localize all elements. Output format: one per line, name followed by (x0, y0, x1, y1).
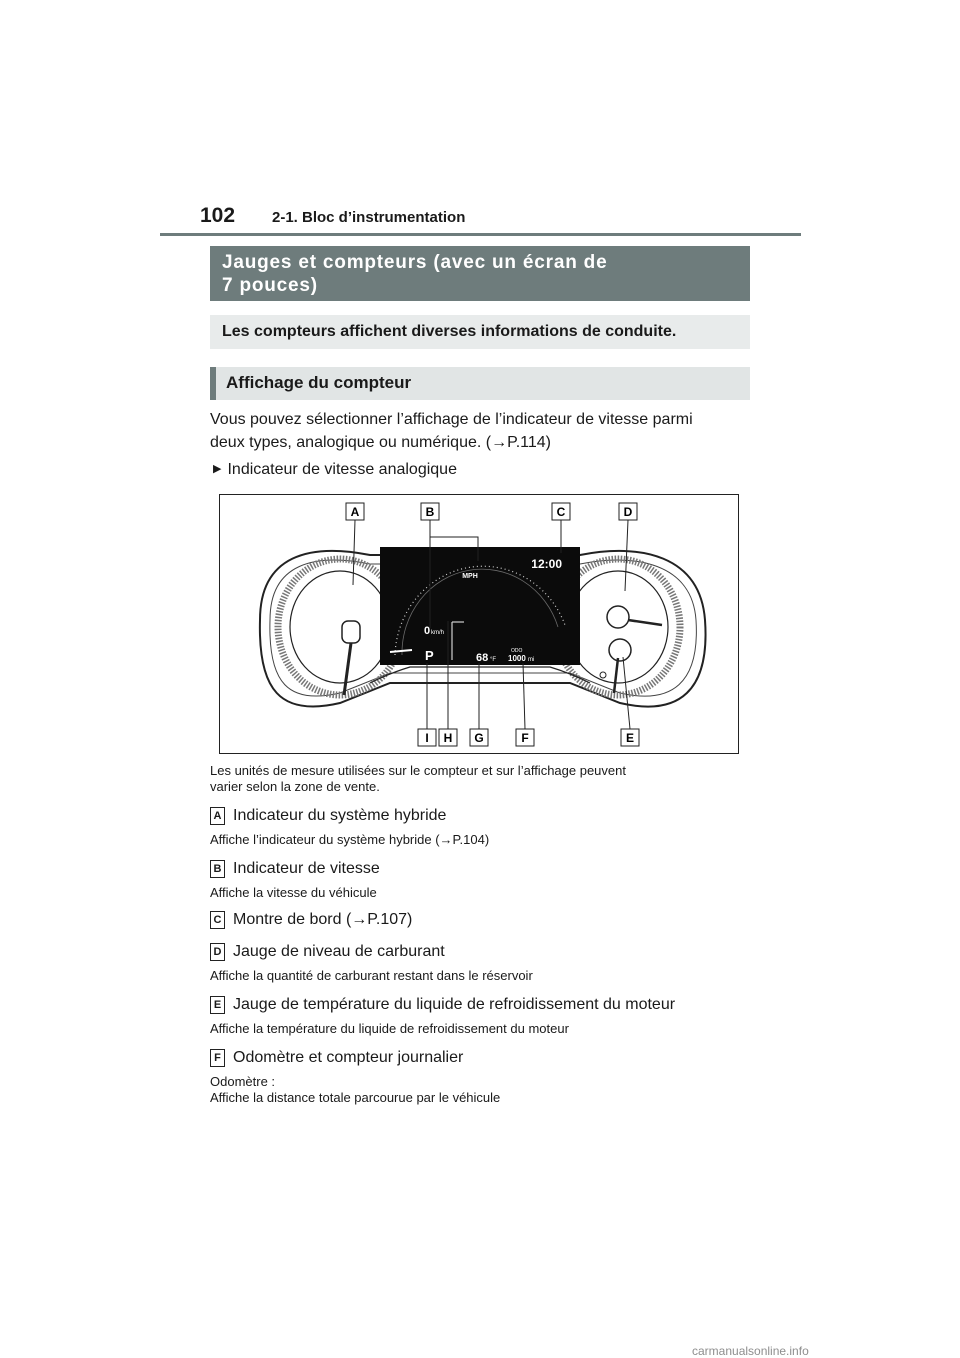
callout-H: H (443, 731, 453, 745)
item-A (210, 806, 770, 848)
lower-arch (370, 667, 590, 683)
odometer-unit: mi (528, 657, 535, 663)
temp-gauge-marker (600, 672, 606, 678)
item-title: Jauge de niveau de carburant (233, 943, 445, 960)
hybrid-gauge-inner (290, 571, 390, 683)
item-title: Indicateur du système hybride (233, 807, 447, 824)
item-title: Jauge de température du liquide de refroidissement du moteur (233, 996, 676, 1013)
item-letter-badge: F (210, 1049, 225, 1067)
item-F (210, 1048, 770, 1106)
item-D (210, 942, 770, 984)
page-number: 102 (200, 204, 236, 227)
instrument-cluster-figure (219, 494, 739, 754)
hybrid-gauge-hub (342, 621, 360, 643)
item-description: Affiche l’indicateur du système hybride (→P.104) (210, 832, 490, 847)
subsection-paragraph (210, 408, 755, 454)
item-letter-badge: A (210, 807, 225, 825)
callout-D: D (623, 505, 633, 519)
item-description: Affiche la vitesse du véhicule (210, 885, 377, 900)
temp-gauge-needle (614, 658, 618, 693)
speed-unit-secondary: km/h (431, 630, 445, 636)
speed-unit-primary: MPH (462, 573, 478, 580)
hybrid-gauge-needle (344, 643, 351, 695)
item-head (210, 1048, 770, 1068)
item-head (210, 942, 770, 962)
callout-G: G (474, 731, 484, 745)
item-description (210, 1074, 770, 1106)
item-E (210, 995, 770, 1037)
item-C (210, 910, 770, 930)
fuel-gauge-needle (628, 620, 662, 625)
bullet-text: Indicateur de vitesse analogique (227, 461, 457, 478)
note-line2: varier selon la zone de vente. (210, 779, 380, 794)
callout-E: E (625, 731, 635, 745)
item-description: Affiche la quantité de carburant restant dans le réservoir (210, 968, 533, 983)
fuel-gauge-hub (607, 606, 629, 628)
bullet-item (213, 459, 457, 480)
triangle-bullet-icon: ▶ (213, 463, 222, 475)
item-head (210, 859, 770, 879)
clock-readout: 12:00 (531, 557, 562, 571)
paragraph-line1: Vous pouvez sélectionner l’affichage de l’indicateur de vitesse parmi (210, 411, 693, 428)
units-note (210, 763, 755, 795)
item-title: Montre de bord (→P.107) (233, 911, 413, 928)
item-B (210, 859, 770, 901)
item-letter-badge: E (210, 996, 225, 1014)
header-rule (160, 233, 801, 236)
leader-D (625, 520, 628, 591)
note-line1: Les unités de mesure utilisées sur le compteur et sur l’affichage peuvent (210, 763, 626, 778)
item-title: Odomètre et compteur journalier (233, 1049, 464, 1066)
watermark: carmanualsonline.info (692, 1344, 809, 1358)
section-title-line2: 7 pouces) (222, 275, 318, 296)
section-intro: Les compteurs affichent diverses informations de conduite. (210, 315, 750, 349)
chapter-heading: 2-1. Bloc d’instrumentation (272, 209, 466, 226)
item-head (210, 995, 770, 1015)
item-letter-badge: B (210, 860, 225, 878)
odo-label: ODO (511, 648, 523, 654)
item-head (210, 910, 770, 930)
callout-I: I (425, 731, 429, 745)
item-description-line1: Odomètre : (210, 1074, 276, 1089)
callout-A: A (350, 505, 360, 519)
subsection-title: Affichage du compteur (210, 367, 750, 400)
callout-B: B (425, 505, 435, 519)
item-title: Indicateur de vitesse (233, 860, 380, 877)
temp-gauge-hub (609, 639, 631, 661)
temperature-readout: 68 (476, 652, 489, 664)
item-letter-badge: D (210, 943, 225, 961)
temperature-unit: °F (490, 657, 497, 663)
callout-F: F (521, 731, 529, 745)
speed-value: 0 (424, 625, 431, 637)
section-title (210, 246, 750, 301)
item-description: Affiche la température du liquide de refroidissement du moteur (210, 1021, 569, 1036)
item-letter-badge: C (210, 911, 225, 929)
paragraph-line2: deux types, analogique ou numérique. (→P.114) (210, 434, 551, 451)
odometer-readout: 1000 (508, 654, 526, 663)
item-head (210, 806, 770, 826)
item-description-line2: Affiche la distance totale parcourue par le véhicule (210, 1090, 501, 1105)
cluster-illustration (220, 495, 740, 755)
section-title-line1: Jauges et compteurs (avec un écran de (222, 252, 608, 273)
callout-C: C (556, 505, 566, 519)
gear-indicator: P (425, 648, 434, 663)
